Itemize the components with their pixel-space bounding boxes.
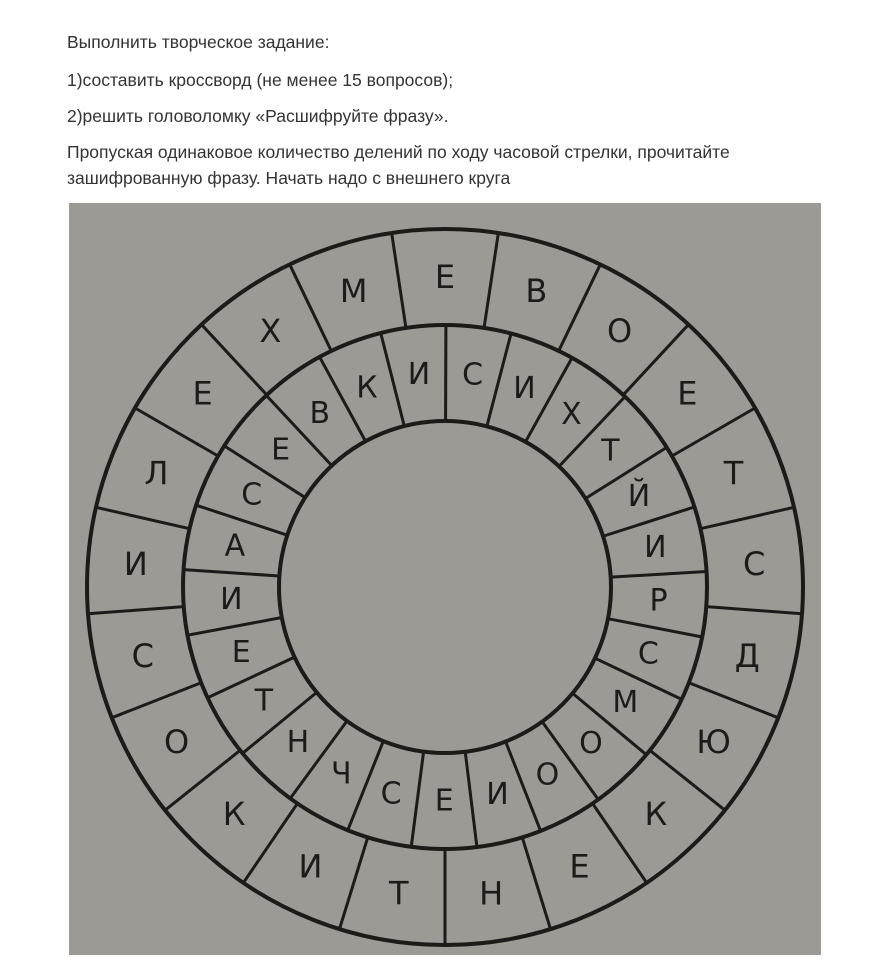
outer-ring-letter: Е [192, 374, 213, 413]
outer-ring-divider [672, 408, 755, 456]
outer-ring-divider [593, 803, 647, 882]
inner-ring-letter: Т [601, 433, 620, 469]
inner-ring-letter: В [309, 395, 331, 431]
outer-ring-letter: Л [144, 454, 169, 493]
outer-ring-divider [559, 264, 601, 350]
outer-ring-divider [112, 683, 201, 718]
inner-ring-letter: С [462, 357, 484, 393]
outer-ring-letter: Е [569, 847, 590, 886]
outer-ring-divider [88, 607, 184, 614]
inner-ring-letter: Н [286, 724, 310, 760]
outer-ring-divider [706, 607, 802, 614]
inner-ring-divider [608, 619, 702, 637]
task-item-2: 2)решить головоломку «Расшифруйте фразу». [67, 106, 449, 126]
outer-ring-letter: Д [734, 636, 760, 675]
outer-ring-divider [135, 408, 218, 456]
inner-ring-letter: К [356, 370, 378, 406]
outer-ring-divider [689, 683, 778, 718]
cipher-wheel-photo [69, 203, 821, 955]
inner-ring-letter: А [224, 528, 246, 564]
outer-ring-letter: В [525, 271, 548, 310]
outer-ring-letter: К [222, 795, 246, 834]
outer-ring-letter: И [123, 544, 148, 583]
inner-ring-letter: И [220, 582, 243, 618]
inner-ring-letter: Е [231, 634, 251, 670]
outer-ring-letter: Х [259, 311, 282, 350]
outer-ring-letter: Т [723, 454, 744, 493]
inner-ring-divider [184, 570, 280, 576]
inner-ring-letter: С [637, 636, 659, 672]
inner-ring-letter: М [612, 684, 639, 720]
instruction-line-2: зашифрованную фразу. Начать надо с внешнего круга [67, 168, 511, 188]
inner-ring-divider [611, 571, 707, 577]
outer-ring-letter: С [131, 636, 154, 675]
outer-ring-letter: М [339, 271, 368, 310]
inner-ring-letter: Т [254, 683, 274, 719]
inner-ring-letter: Е [434, 783, 454, 819]
task-heading: Выполнить творческое задание: [67, 32, 330, 52]
outer-ring-letter: О [607, 311, 633, 350]
inner-ring-divider [224, 446, 305, 498]
inner-ring-divider [208, 657, 295, 698]
inner-ring-letter: И [486, 776, 509, 812]
inner-ring-letter: О [535, 757, 560, 793]
inner-ring-divider [411, 752, 423, 847]
outer-ring-letter: Н [479, 874, 504, 913]
inner-ring-divider [487, 333, 511, 426]
outer-ring-divider [339, 837, 367, 929]
outer-ring-letter: Е [434, 258, 456, 296]
inner-ring-letter: Ч [330, 756, 352, 792]
inner-ring-edge [279, 421, 611, 753]
outer-ring-letter: Е [677, 374, 698, 413]
inner-ring-divider [187, 618, 281, 636]
inner-ring-divider [465, 752, 477, 847]
outer-ring-letter: К [644, 795, 668, 834]
cipher-wheel [69, 203, 821, 955]
inner-ring-letter: И [407, 357, 431, 393]
outer-ring-letter: С [742, 544, 766, 583]
outer-ring-letter: И [298, 847, 323, 886]
inner-ring-letter: И [513, 370, 536, 406]
inner-ring-letter: Й [627, 479, 651, 515]
inner-ring-letter: И [644, 530, 667, 566]
outer-ring-divider [96, 507, 190, 528]
outer-ring-letter: О [163, 723, 190, 761]
outer-ring-letter: Т [389, 874, 409, 913]
outer-ring-divider [522, 837, 550, 929]
inner-ring-letter: Е [271, 432, 291, 468]
inner-ring-letter: С [380, 776, 402, 812]
outer-ring-divider [243, 803, 297, 882]
outer-ring-letter: Ю [696, 723, 731, 761]
outer-ring-divider [700, 507, 794, 528]
inner-ring-letter: Р [649, 583, 668, 619]
outer-ring-divider [484, 233, 498, 328]
inner-ring-letter: Х [561, 396, 582, 432]
inner-ring-letter: С [241, 477, 263, 513]
inner-ring-divider [585, 447, 666, 498]
outer-ring-divider [290, 264, 332, 350]
inner-ring-divider [348, 741, 384, 830]
outer-ring-divider [392, 233, 406, 328]
inner-ring-divider [381, 333, 405, 426]
task-item-1: 1)составить кроссворд (не менее 15 вопросов); [67, 70, 454, 90]
instruction-line-1: Пропуская одинаковое количество делений по ходу часовой стрелки, прочитайте [67, 142, 730, 162]
inner-ring-letter: О [579, 726, 603, 762]
